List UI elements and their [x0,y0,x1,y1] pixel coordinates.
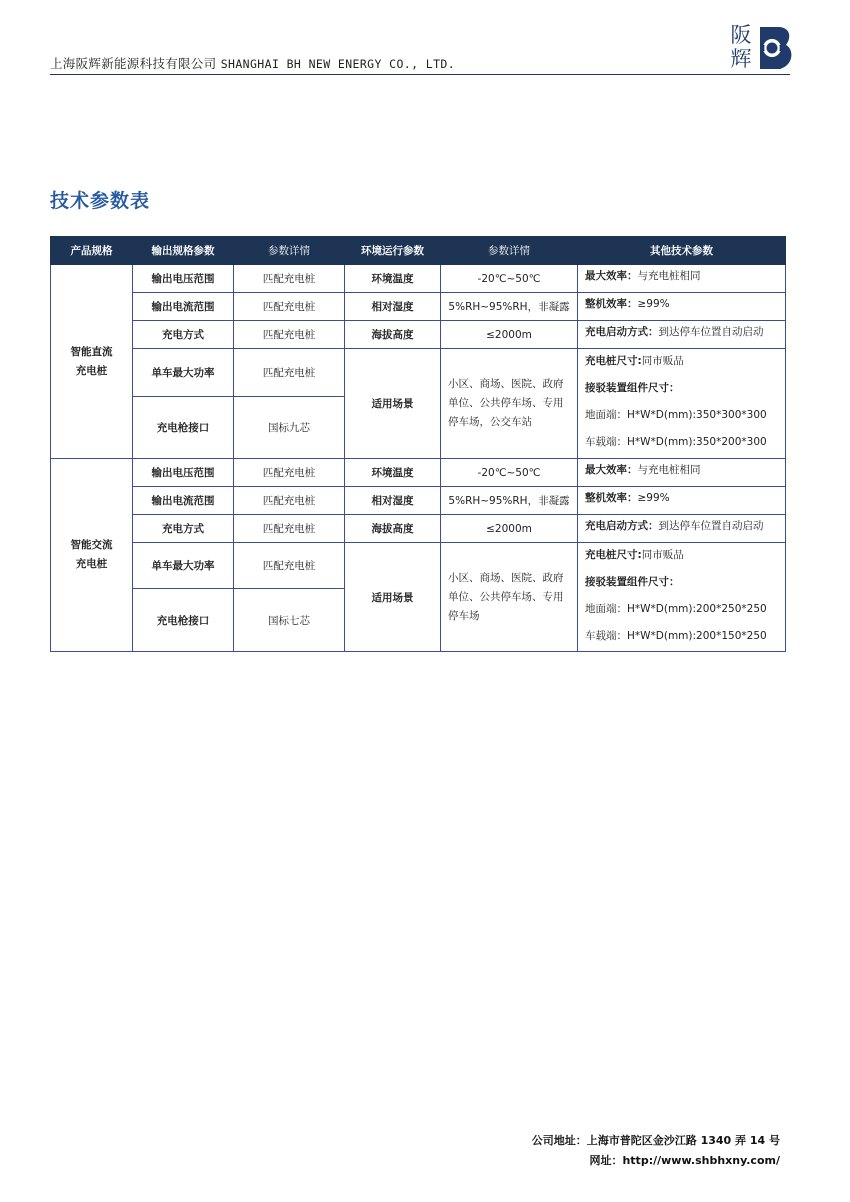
output-param: 充电方式 [133,515,234,543]
header-divider [50,74,790,75]
other-param: 充电启动方式：到达停车位置自动启动 [578,321,786,349]
env-detail: -20℃~50℃ [441,459,578,487]
logo-text: 阪 辉 [730,23,752,71]
other-param: 整机效率：≥99% [578,487,786,515]
company-name-cn: 上海阪辉新能源科技有限公司 [50,56,217,71]
svg-text:B: B [790,69,791,70]
output-param: 输出电压范围 [133,459,234,487]
output-param: 单车最大功率 [133,349,234,397]
env-detail: ≤2000m [441,515,578,543]
env-detail: ≤2000m [441,321,578,349]
table-row [51,487,786,515]
spec-table [50,236,786,652]
env-param: 相对湿度 [345,487,441,515]
output-detail: 匹配充电桩 [234,293,345,321]
company-address: 公司地址：上海市普陀区金沙江路 1340 弄 14 号 [531,1134,780,1147]
company-logo [726,23,796,73]
table-row [51,293,786,321]
env-detail: 小区、商场、医院、政府 单位、公共停车场、专用 停车场，公交车站 [441,349,578,459]
env-detail: -20℃~50℃ [441,265,578,293]
env-param: 海拔高度 [345,321,441,349]
logo-b-icon [756,25,796,71]
env-param: 环境温度 [345,459,441,487]
page-footer [532,1131,780,1171]
env-param: 相对湿度 [345,293,441,321]
output-detail: 匹配充电桩 [234,321,345,349]
env-param: 适用场景 [345,543,441,652]
output-param: 输出电流范围 [133,293,234,321]
table-row [51,265,786,293]
header-other-params: 其他技术参数 [578,237,786,265]
output-param: 充电枪接口 [133,589,234,652]
header-product: 产品规格 [51,237,133,265]
company-website: 网址：http://www.shbhxny.com/ [589,1154,780,1167]
header-param-detail: 参数详情 [234,237,345,265]
other-param: 整机效率：≥99% [578,293,786,321]
env-detail: 小区、商场、医院、政府 单位、公共停车场、专用 停车场 [441,543,578,652]
env-detail: 5%RH~95%RH，非凝露 [441,487,578,515]
output-param: 单车最大功率 [133,543,234,589]
output-detail: 国标九芯 [234,397,345,459]
table-row [51,321,786,349]
env-param: 适用场景 [345,349,441,459]
output-param: 充电枪接口 [133,397,234,459]
output-param: 输出电压范围 [133,265,234,293]
header-output-params: 输出规格参数 [133,237,234,265]
section-title: 技术参数表 [50,190,151,212]
other-param: 充电启动方式：到达停车位置自动启动 [578,515,786,543]
other-param-block: 充电桩尺寸:同市贩品 接驳装置组件尺寸： 地面端：H*W*D(mm):200*250*250 车载端：H*W*D(mm):200*150*250 [578,543,786,652]
output-detail: 匹配充电桩 [234,459,345,487]
table-header-row [51,237,786,265]
page-header [50,54,455,72]
product-name-dc: 智能直流 充电桩 [51,265,133,459]
other-param-block: 充电桩尺寸:同市贩品 接驳装置组件尺寸： 地面端：H*W*D(mm):350*300*300 车载端：H*W*D(mm):350*200*300 [578,349,786,459]
output-detail: 匹配充电桩 [234,349,345,397]
table-row [51,459,786,487]
output-detail: 匹配充电桩 [234,265,345,293]
header-env-detail: 参数详情 [441,237,578,265]
company-name-en: SHANGHAI BH NEW ENERGY CO., LTD. [220,57,456,71]
table-row [51,543,786,589]
output-detail: 匹配充电桩 [234,515,345,543]
output-detail: 匹配充电桩 [234,543,345,589]
env-param: 环境温度 [345,265,441,293]
product-name-ac: 智能交流 充电桩 [51,459,133,652]
output-param: 充电方式 [133,321,234,349]
env-detail: 5%RH~95%RH，非凝露 [441,293,578,321]
output-param: 输出电流范围 [133,487,234,515]
output-detail: 国标七芯 [234,589,345,652]
other-param: 最大效率：与充电桩相同 [578,459,786,487]
output-detail: 匹配充电桩 [234,487,345,515]
table-row [51,515,786,543]
header-env-params: 环境运行参数 [345,237,441,265]
table-row [51,349,786,397]
other-param: 最大效率：与充电桩相同 [578,265,786,293]
env-param: 海拔高度 [345,515,441,543]
